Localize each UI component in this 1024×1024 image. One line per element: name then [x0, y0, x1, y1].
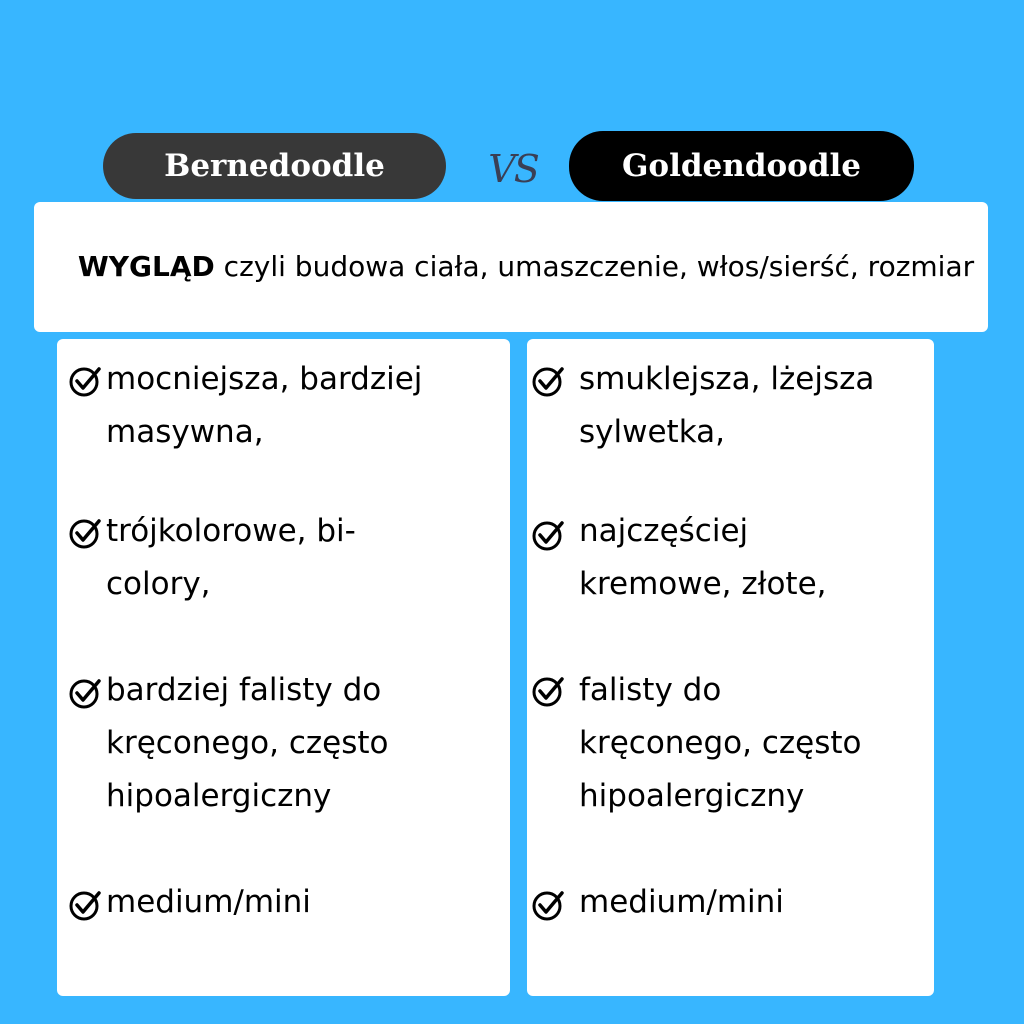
- vs-label: VS: [488, 147, 538, 191]
- list-item-text: bardziej falisty do kręconego, często hipoalergiczny: [106, 672, 389, 814]
- list-item-text: falisty do kręconego, często hipoalergiczny: [579, 672, 862, 814]
- bernedoodle-column: [57, 339, 510, 996]
- circle-check-icon: [68, 888, 102, 922]
- goldendoodle-title-pill: [569, 131, 914, 201]
- category-header-text: [78, 245, 974, 289]
- list-item-text: smuklejsza, lżejsza sylwetka,: [579, 361, 875, 450]
- list-item-text: medium/mini: [579, 884, 784, 920]
- bernedoodle-title-pill: [103, 133, 446, 199]
- circle-check-icon: [531, 888, 565, 922]
- circle-check-icon: [531, 364, 565, 398]
- list-item-text: najczęściej kremowe, złote,: [579, 513, 827, 602]
- category-header: [34, 202, 988, 332]
- bernedoodle-title: Bernedoodle: [164, 148, 385, 184]
- goldendoodle-title: Goldendoodle: [621, 148, 862, 184]
- list-item-text: trójkolorowe, bi- colory,: [106, 513, 356, 602]
- list-item-text: medium/mini: [106, 884, 311, 920]
- circle-check-icon: [531, 674, 565, 708]
- circle-check-icon: [68, 516, 102, 550]
- category-name: WYGLĄD: [77, 250, 215, 283]
- goldendoodle-column: [527, 339, 934, 996]
- list-item-text: mocniejsza, bardziej masywna,: [106, 361, 423, 450]
- circle-check-icon: [68, 364, 102, 398]
- category-description: czyli budowa ciała, umaszczenie, włos/sierść, rozmiar: [214, 250, 975, 283]
- circle-check-icon: [531, 518, 565, 552]
- circle-check-icon: [68, 676, 102, 710]
